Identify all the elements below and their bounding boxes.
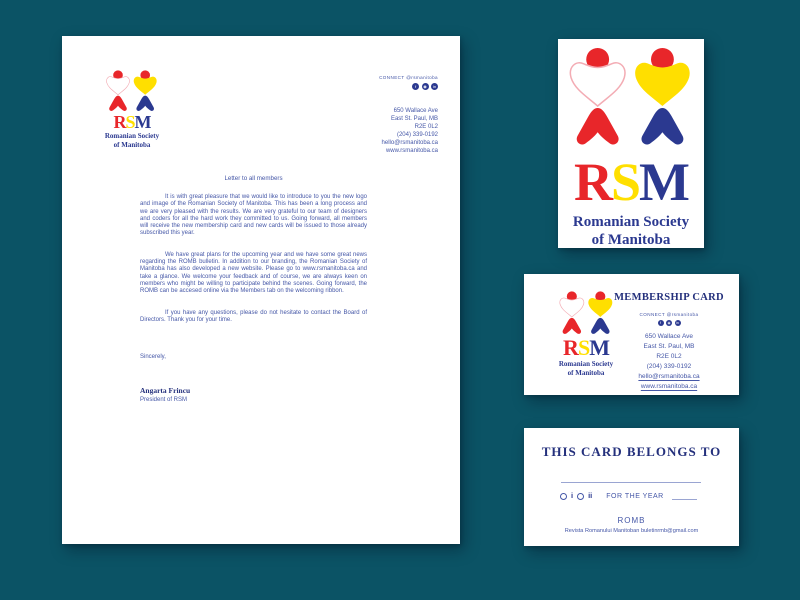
address-line-street: 650 Wallace Ave xyxy=(644,332,694,340)
rsm-wordmark xyxy=(566,152,696,212)
linkedin-icon: in xyxy=(432,84,437,89)
address-line-street: 650 Wallace Ave xyxy=(393,108,438,114)
address-line-postal: R2E 0L2 xyxy=(414,124,438,130)
membership-card-info xyxy=(608,292,730,392)
letter-paragraph-3: If you have any questions, please do not hesitate to contact the Board of Directors. Thank you for your time. xyxy=(140,309,367,323)
membership-card-front xyxy=(524,274,739,395)
letter-paragraph-1: It is with great pleasure that we would like to introduce to you the new logo and image of the Romanian Society of Manitoba. This has been a long process and we are very pleased with the results. We are very grateful to our team of designers and coders for all the hard work they committed to us. Going forward, all members will receive the new membership card and new cards will be issued to those already subscribed this year. xyxy=(140,194,367,237)
social-icons xyxy=(379,83,438,90)
initial-r: R xyxy=(563,335,578,360)
signature-title: President of RSM xyxy=(140,397,188,404)
connect-label: CONNECT @rsmanitoba xyxy=(639,312,699,317)
rsm-logo-large xyxy=(566,47,696,249)
address-line-website: www.rsmanitoba.ca xyxy=(385,148,438,154)
address-block xyxy=(608,332,730,392)
address-line-postal: R2E 0L2 xyxy=(656,352,682,360)
initial-m: M xyxy=(589,335,609,360)
rsm-people-icon xyxy=(569,47,693,147)
card-belongs-title: THIS CARD BELONGS TO xyxy=(541,444,722,459)
rsm-logo-letterhead xyxy=(86,70,178,150)
membership-card-title: MEMBERSHIP CARD xyxy=(614,292,724,303)
brand-name xyxy=(86,132,178,150)
address-line-phone: (204) 339-0192 xyxy=(396,132,438,138)
membership-card-back xyxy=(524,428,739,546)
romb-bulletin-info: Revista Romanului Manitoban buletinrmb@gmail.com xyxy=(564,528,699,534)
brand-name xyxy=(566,213,696,249)
romb-bulletin-name: ROMB xyxy=(617,516,646,525)
instagram-icon: ◉ xyxy=(423,84,427,89)
letter-closing: Sincerely, xyxy=(140,354,166,361)
tier-option-ii: ii xyxy=(588,491,593,501)
initial-s: S xyxy=(125,112,135,132)
name-blank-line xyxy=(561,482,701,483)
brand-name-line1: Romanian Society xyxy=(104,132,160,140)
rsm-wordmark xyxy=(86,113,178,131)
letter-paragraph-2: We have great plans for the upcoming year and we have some great news regarding the ROMB bulletin. In addition to our branding, the Romanian Society of Manitoba has also developed a new website. Please go to www.rsmanitoba.ca and take a glance. We welcome your feedback and of course, we are always keen on members who might be willing to participate behind the scenes. Going forward, the ROMB can be accesed online via the Members tab on the welcoming ribbon. xyxy=(140,251,367,295)
address-line-email: hello@rsmanitoba.ca xyxy=(638,372,700,380)
initial-s: S xyxy=(610,152,640,212)
letter-title: Letter to all members xyxy=(224,175,283,182)
initial-r: R xyxy=(573,152,611,212)
radio-circle-icon xyxy=(560,493,567,500)
brand-name-line1: Romanian Society xyxy=(572,214,690,230)
initial-r: R xyxy=(113,112,126,132)
letterhead-sheet xyxy=(62,36,460,544)
brand-name-line2: of Manitoba xyxy=(591,232,671,248)
facebook-icon: f xyxy=(658,320,664,326)
signature-name: Angarta Frincu xyxy=(140,386,191,396)
tier-option-i: i xyxy=(571,491,574,501)
brand-name-line1: Romanian Society xyxy=(558,360,614,368)
initial-m: M xyxy=(639,152,688,212)
rsm-people-icon xyxy=(559,291,614,335)
initial-s: S xyxy=(577,335,590,360)
address-line-city: East St. Paul, MB xyxy=(390,116,438,122)
logo-card xyxy=(558,39,704,248)
address-line-city: East St. Paul, MB xyxy=(643,342,695,350)
address-block xyxy=(379,107,438,155)
radio-circle-icon xyxy=(577,493,584,500)
rsm-people-icon xyxy=(106,70,158,112)
address-line-website: www.rsmanitoba.ca xyxy=(640,382,698,390)
address-line-phone: (204) 339-0192 xyxy=(646,362,692,370)
brand-name-line2: of Manitoba xyxy=(113,140,151,149)
facebook-icon: f xyxy=(412,83,419,90)
connect-label: CONNECT @rsmanitoba xyxy=(379,75,438,80)
year-blank-line xyxy=(672,492,697,500)
letter-body xyxy=(140,175,367,403)
social-icons xyxy=(608,320,730,326)
year-row xyxy=(560,490,697,502)
linkedin-icon: in xyxy=(676,320,679,325)
for-the-year-label: FOR THE YEAR xyxy=(606,492,664,500)
brand-name-line2: of Manitoba xyxy=(567,368,605,377)
contact-block xyxy=(379,75,438,155)
address-line-email: hello@rsmanitoba.ca xyxy=(381,140,438,146)
initial-m: M xyxy=(134,112,151,132)
instagram-icon: ◉ xyxy=(667,320,671,325)
